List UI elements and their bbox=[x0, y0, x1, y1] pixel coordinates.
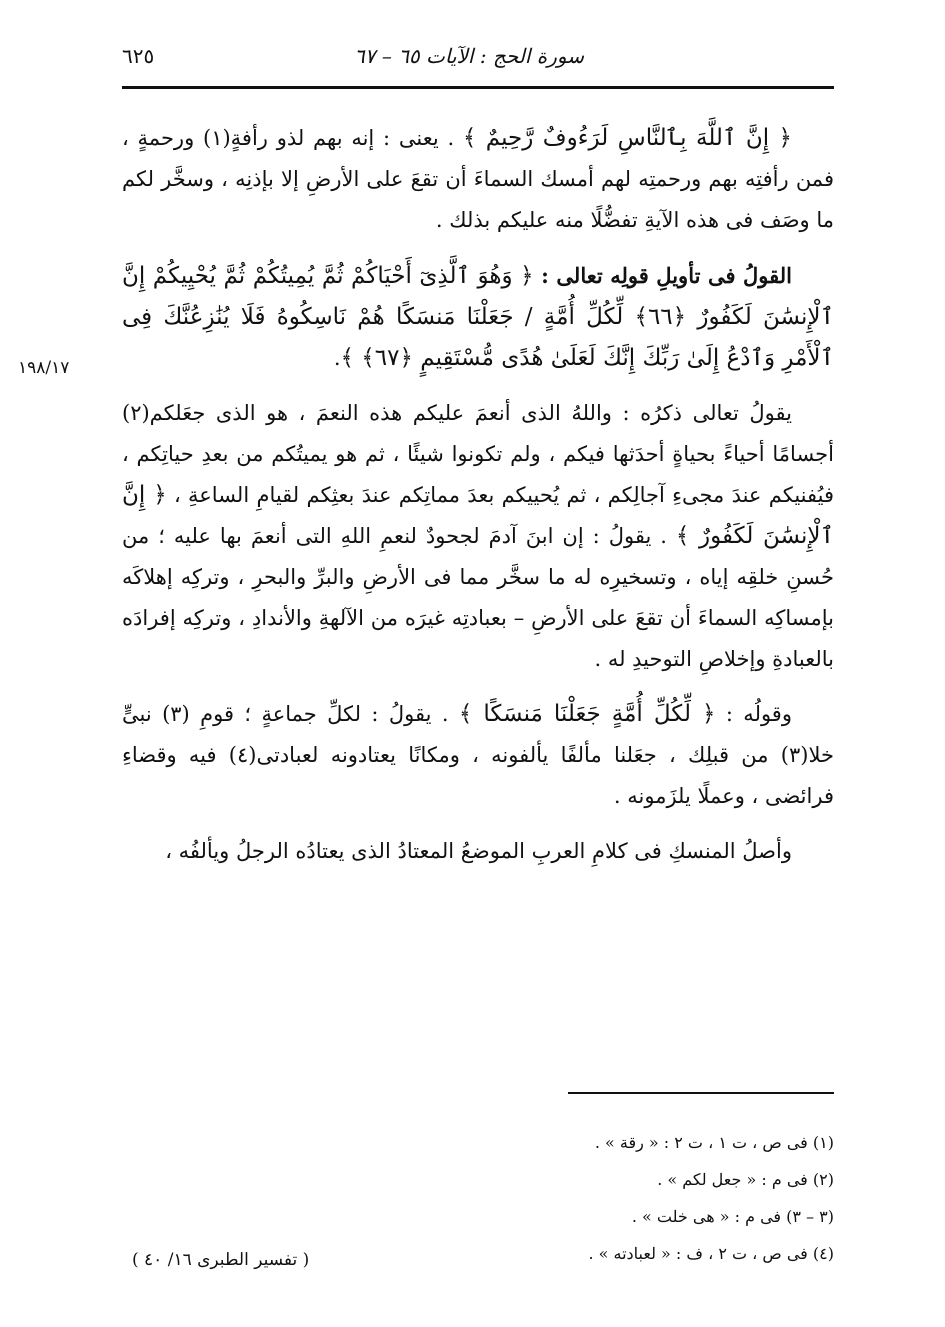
paragraph-text: . يقولُ : إن ابنَ آدمَ لجحودٌ لنعمِ اللهِ التى أنعمَ بها عليه ؛ من حُسنِ خلقِه إياه ، وتسخيرِه له ما سخَّر مما فى الأرضِ والبرِّ والبحرِ ، وتركِه إهلاكَه بإمساكِه السماءَ أن تقعَ على الأرضِ – بعبادتِه غيرَه من الآلهةِ والأندادِ ، وتركِه إفرادَه بالعبادةِ وإخلاصِ التوحيدِ له . bbox=[122, 524, 834, 671]
main-text bbox=[122, 118, 834, 886]
footnote: (٢) فى م : « جعل لكم » . bbox=[657, 1170, 834, 1189]
header-rule bbox=[122, 86, 834, 89]
quran-verse: ﴿ لِّكُلِّ أُمَّةٍ جَعَلْنَا مَنسَكًا ﴾ bbox=[458, 701, 716, 727]
quran-verse: ﴿ إِنَّ ٱلْإِنسَٰنَ لَكَفُورٌ ﴾ bbox=[122, 482, 834, 549]
section-heading: القولُ فى تأويلِ قولِه تعالى : bbox=[533, 263, 792, 288]
paragraph-text: . يعنى : إنه بهم لذو رأفةٍ(١) ورحمةٍ ، فمن رأفتِه بهم ورحمتِه لهم أمسك السماءَ أن تقعَ على الأرضِ إلا بإذنِه ، وسخَّر لكم ما وصَف فى هذه الآيةِ تفضُّلًا منه عليكم بذلك . bbox=[122, 126, 834, 232]
page-number: ٦٢٥ bbox=[122, 44, 155, 68]
paragraph-text: وأصلُ المنسكِ فى كلامِ العربِ الموضعُ المعتادُ الذى يعتادُه الرجلُ ويألفُه ، bbox=[165, 839, 792, 863]
footnote: (٣ – ٣) فى م : « هى خلت » . bbox=[631, 1207, 834, 1226]
footnote: (٤) فى ص ، ت ٢ ، ف : « لعبادته » . bbox=[588, 1244, 834, 1263]
paragraph-text: . يقولُ : لكلِّ جماعةٍ ؛ قومِ (٣) نبىٍّ خلا(٣) من قبلِك ، جعَلنا مألفًا يألفونه ، ومكانًا يعتادونه لعبادتى(٤) فيه وقضاءِ فرائضى ، وعملًا يلزَمونه . bbox=[122, 702, 834, 808]
paragraph bbox=[122, 393, 834, 680]
footnotes bbox=[422, 1124, 834, 1272]
source-reference: ( تفسير الطبرى ١٦/ ٤٠ ) bbox=[132, 1250, 310, 1270]
page-header bbox=[122, 44, 834, 84]
paragraph bbox=[122, 118, 834, 241]
quran-verse: ﴿ إِنَّ ٱللَّهَ بِٱلنَّاسِ لَرَءُوفٌ رَّحِيمٌ ﴾ bbox=[462, 125, 792, 151]
paragraph-text: . bbox=[333, 346, 341, 370]
quran-verse: ﴿ وَهُوَ ٱلَّذِىٓ أَحْيَاكُمْ ثُمَّ يُمِيتُكُمْ ثُمَّ يُحْيِيكُمْ إِنَّ ٱلْإِنسَٰنَ لَكَفُورٌ ﴿٦٦﴾ لِّكُلِّ أُمَّةٍ / جَعَلْنَا مَنسَكًا هُمْ نَاسِكُوهُ فَلَا يُنَٰزِعُنَّكَ فِى ٱلْأَمْرِ وَٱدْعُ إِلَىٰ رَبِّكَ إِنَّكَ لَعَلَىٰ هُدًى مُّسْتَقِيمٍ ﴿٦٧﴾ ﴾ bbox=[122, 263, 834, 371]
margin-reference: ١٩٨/١٧ bbox=[18, 358, 70, 378]
running-title: سورة الحج : الآيات ٦٥ – ٦٧ bbox=[353, 44, 584, 68]
paragraph-text: يقولُ تعالى ذكرُه : واللهُ الذى أنعمَ عليكم هذه النعمَ ، هو الذى جعَلكم(٢) أجسامًا أحياءً بحياةٍ أحدَثها فيكم ، ولم تكونوا شيئًا ، ثم هو يميتُكم من بعدِ حياتِكم ، فيُفنيكم عندَ مجىءِ آجالِكم ، ثم يُحييكم بعدَ مماتِكم عندَ بعثِكم لقيامِ الساعةِ ، bbox=[122, 401, 834, 507]
footnote-rule bbox=[568, 1092, 834, 1094]
paragraph bbox=[122, 831, 834, 872]
paragraph-text: وقولُه : bbox=[715, 702, 792, 726]
footnote: (١) فى ص ، ت ١ ، ت ٢ : « رقة » . bbox=[594, 1133, 834, 1152]
paragraph bbox=[122, 255, 834, 379]
paragraph bbox=[122, 694, 834, 817]
